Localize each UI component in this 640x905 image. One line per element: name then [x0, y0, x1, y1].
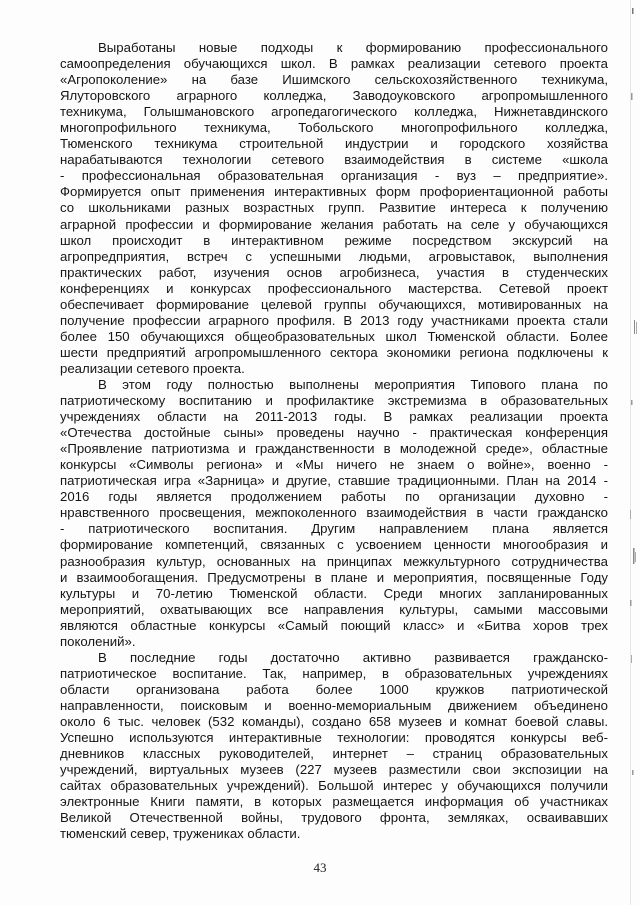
text-line: Успешно используются интерактивные технологии: проводятся конкурсы веб- — [60, 730, 608, 746]
text-line: являются областные конкурсы «Самый поющий класс» и «Битва хоров трех — [60, 617, 608, 633]
text-line: шести предприятий агропромышленного сектора экономики региона подключены к — [60, 344, 608, 360]
text-line: В этом году полностью выполнены мероприятия Типового плана по — [98, 376, 608, 392]
text-line: сайтах образовательных учреждений). Большой интерес у обучающихся получили — [60, 778, 608, 794]
text-line: патриотическому воспитанию и профилактике экстремизма в образовательных — [60, 393, 608, 409]
body-text — [60, 40, 608, 842]
text-line: Ялуторовского аграрного колледжа, Заводоуковского агропромышленного — [60, 88, 608, 104]
text-line: - профессиональная образовательная организация - вуз – предприятие». — [60, 168, 608, 184]
text-line: многопрофильного техникума, Тобольского многопрофильного колледжа, — [60, 120, 608, 136]
text-line: дневников классных руководителей, интернет – страниц образовательных — [60, 746, 608, 762]
text-line: культуры и 70-летию Тюменской области. Среди многих запланированных — [60, 585, 608, 601]
text-line: патриотическая игра «Зарница» и другие, ставшие традиционными. План на 2014 - — [60, 473, 608, 489]
text-line: учреждений, виртуальных музеев (227 музеев разместили свои экспозиции на — [60, 762, 608, 778]
text-line: 2016 годы является продолжением работы по организации духовно - — [60, 489, 608, 505]
text-line: тюменский север, тружениках области. — [60, 826, 301, 842]
text-line: «Агропоколение» на базе Ишимского сельскохозяйственного техникума, — [60, 72, 608, 88]
text-line: агропредприятия, встреч с успешными людьми, агровыставок, выполнения — [60, 248, 608, 264]
text-line: и взаимообогащения. Предусмотрены в плане и мероприятия, посвященные Году — [60, 569, 608, 585]
text-line: области организована работа более 1000 кружков патриотической — [60, 681, 608, 697]
text-line: - патриотического воспитания. Другим направлением плана является — [60, 521, 608, 537]
text-line: электронные Книги памяти, в которых размещается информация об участниках — [60, 794, 608, 810]
text-line: школ происходит в интерактивном режиме посредством экскурсий на — [60, 232, 608, 248]
text-line: направленности, поисковым и военно-мемориальным движением объединено — [60, 697, 608, 713]
text-line: нравственного просвещения, межпоколенного взаимодействия в части гражданско — [60, 505, 608, 521]
text-line: Великой Отечественной войны, трудового фронта, земляках, осваивавших — [60, 810, 608, 826]
text-line: более 150 обучающихся общеобразовательных школ Тюменской области. Более — [60, 328, 608, 344]
text-line: Выработаны новые подходы к формированию профессионального — [98, 40, 608, 55]
text-line: практических работ, изучения основ агробизнеса, участия в студенческих — [60, 264, 608, 280]
scan-artifact-marks — [618, 0, 640, 905]
text-line: аграрной профессии и формирование желания работать на селе у обучающихся — [60, 216, 608, 232]
text-line: конкурсы «Символы региона» и «Мы ничего не знаем о войне», военно - — [60, 457, 608, 473]
text-line: со школьниками разных возрастных групп. Развитие интереса к получению — [60, 200, 608, 216]
text-line: патриотическое воспитание. Так, например, в образовательных учреждениях — [60, 665, 608, 681]
text-line: Тюменского техникума строительной индустрии и городского хозяйства — [60, 136, 608, 152]
text-line: обеспечивает формирование целевой группы обучающихся, мотивированных на — [60, 296, 608, 312]
page-number: 43 — [313, 860, 327, 875]
text-line: «Отечества достойные сыны» проведены научно - практическая конференция — [60, 425, 608, 441]
text-line: «Проявление патриотизма и гражданственности в молодежной среде», областные — [60, 441, 608, 457]
text-line: получение профессии аграрного профиля. В 2013 году участниками проекта стали — [60, 312, 608, 328]
text-line: реализации сетевого проекта. — [60, 360, 245, 376]
text-line: около 6 тыс. человек (532 команды), создано 658 музеев и комнат боевой славы. — [60, 713, 608, 729]
text-line: Формируется опыт применения интерактивных форм профориентационной работы — [60, 184, 608, 200]
text-line: нарабатываются технологии сетевого взаимодействия в системе «школа — [60, 152, 608, 168]
text-line: формирование компетенций, связанных с усвоением ценности многообразия и — [60, 537, 608, 553]
text-line: учреждениях области на 2011-2013 годы. В рамках реализации проекта — [60, 409, 608, 425]
text-line: самоопределения обучающихся школ. В рамках реализации сетевого проекта — [60, 56, 608, 72]
text-line: мероприятий, охватывающих все направления культуры, самыми массовыми — [60, 601, 608, 617]
text-line: разнообразия культур, основанных на принципах межкультурного сотрудничества — [60, 553, 608, 569]
text-line: техникума, Голышмановского агропедагогического колледжа, Нижнетавдинского — [60, 104, 608, 120]
text-line: В последние годы достаточно активно развивается гражданско- — [98, 649, 608, 665]
text-line: поколений». — [60, 633, 136, 649]
text-line: конференциях и конкурсах профессионального мастерства. Сетевой проект — [60, 280, 608, 296]
